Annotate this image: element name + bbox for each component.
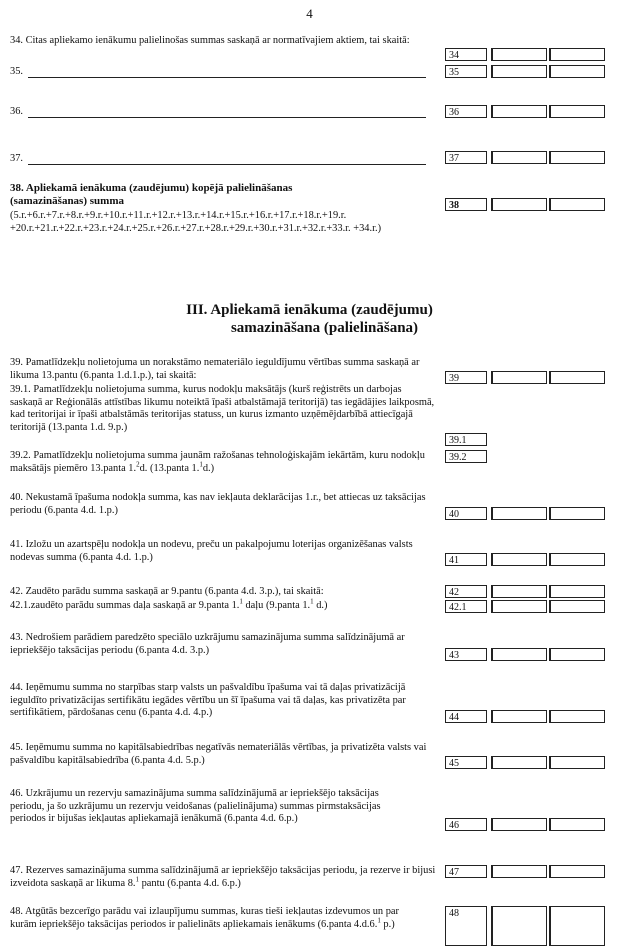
value-field[interactable] <box>549 756 605 769</box>
item-47-part-a: 47. Rezerves samazinājuma summa salīdzinājumā ar iepriekšējo taksācijas periodu, ja rezerve ir bijusi izveidota saskaņā ar likuma 8. <box>10 865 436 889</box>
value-field[interactable] <box>549 507 605 520</box>
value-field[interactable] <box>491 553 547 566</box>
value-field[interactable] <box>491 648 547 661</box>
row-code: 43 <box>445 648 487 661</box>
superscript: 1 <box>377 916 381 925</box>
item-36-blank-line[interactable] <box>28 117 426 118</box>
item-35-text: 35. <box>10 66 23 77</box>
value-field[interactable] <box>491 865 547 878</box>
value-field[interactable] <box>549 600 605 613</box>
item-41-text: 41. Izložu un azartspēļu nodokļa un nodevu, preču un pakalpojumu loterijas organizēšanas valsts nodevas summa (6.panta 4.d. 1.p.) <box>10 539 413 563</box>
value-field[interactable] <box>491 371 547 384</box>
value-field[interactable] <box>491 756 547 769</box>
item-34-text: 34. Citas apliekamo ienākumu palielinošas summas saskaņā ar normatīvajiem aktiem, tai skaitā: <box>10 35 410 46</box>
row-code: 39 <box>445 371 487 384</box>
row-35-boxes <box>445 65 605 79</box>
item-43-text: 43. Nedrošiem parādiem paredzēto speciālo uzkrājumu samazinājuma summa salīdzinājumā ar iepriekšējo taksācijas periodu (6.panta 4.d. 3.p.) <box>10 632 405 656</box>
row-41-boxes <box>445 553 605 567</box>
item-39-text: 39. Pamatlīdzekļu nolietojuma un norakstāmo nemateriālo ieguldījumu vērtības summa saskaņā ar likuma 13.pantu (6.panta 1.d.1.p.), tai skaitā: <box>10 357 420 381</box>
row-46-boxes <box>445 818 605 832</box>
row-47-boxes <box>445 865 605 879</box>
item-35-blank-line[interactable] <box>28 77 426 78</box>
row-45-boxes <box>445 756 605 770</box>
value-field[interactable] <box>491 906 547 946</box>
value-field[interactable] <box>549 648 605 661</box>
row-44-boxes <box>445 710 605 724</box>
item-48-part-a: 48. Atgūtās bezcerīgo parādu vai izlaupījumu summas, kuras tieši iekļautas izdevumos un par kurām iepriekšējo taksācijas periodos ir palielināts apliekamais ienākums (6.panta 4.d.6. <box>10 906 399 930</box>
row-40-boxes <box>445 507 605 521</box>
value-field[interactable] <box>549 585 605 598</box>
value-field[interactable] <box>549 151 605 164</box>
item-36-text: 36. <box>10 106 23 117</box>
row-code: 42.1 <box>445 600 487 613</box>
section-3-title-line2: samazināšana (palielināšana) <box>230 320 419 336</box>
item-42-text: 42. Zaudēto parādu summa saskaņā ar 9.pantu (6.panta 4.d. 3.p.), tai skaitā: <box>10 586 324 597</box>
row-43-boxes <box>445 648 605 662</box>
row-48-boxes <box>445 906 605 946</box>
superscript: 1 <box>310 597 314 606</box>
value-field[interactable] <box>491 710 547 723</box>
superscript: 1 <box>239 597 243 606</box>
item-45-text: 45. Ieņēmumu summa no kapitālsabiedrības negatīvās nemateriālās vērtības, ja privatizēta valsts vai pašvaldību kapitālsabiedrība (6.panta 4.d. 5.p.) <box>10 742 427 766</box>
value-field[interactable] <box>549 371 605 384</box>
value-field[interactable] <box>549 865 605 878</box>
row-code: 35 <box>445 65 487 78</box>
item-39-2-part-c: d.) <box>202 462 215 474</box>
row-39-1-boxes <box>445 433 487 447</box>
superscript: 1 <box>135 875 140 884</box>
value-field[interactable] <box>549 553 605 566</box>
row-code: 38 <box>445 198 487 211</box>
value-field[interactable] <box>549 818 605 831</box>
row-42-1-boxes <box>445 600 605 614</box>
value-field[interactable] <box>549 198 605 211</box>
value-field[interactable] <box>491 105 547 118</box>
value-field[interactable] <box>491 65 547 78</box>
value-field[interactable] <box>549 48 605 61</box>
value-field[interactable] <box>491 48 547 61</box>
value-field[interactable] <box>549 65 605 78</box>
row-37-boxes <box>445 151 605 165</box>
row-code: 44 <box>445 710 487 723</box>
item-39-2-part-a: 39.2. Pamatlīdzekļu nolietojuma summa jaunām ražošanas tehnoloģiskajām iekārtām, kuru nodokļu maksātājs piemēro 13.panta 1. <box>10 450 425 474</box>
row-code: 45 <box>445 756 487 769</box>
value-field[interactable] <box>491 585 547 598</box>
item-47-part-b: pantu (6.panta 4.d. 6.p.) <box>139 877 241 889</box>
item-47-text <box>10 865 440 890</box>
value-field[interactable] <box>549 710 605 723</box>
row-code: 42 <box>445 585 487 598</box>
row-38-boxes <box>445 198 605 212</box>
item-37-text: 37. <box>10 153 23 164</box>
item-42-1-part-b: daļu (9.panta 1. <box>242 600 311 611</box>
value-field[interactable] <box>491 818 547 831</box>
item-42-1-part-a: 42.1.zaudēto parādu summas daļa saskaņā ar 9.panta 1. <box>10 600 240 611</box>
row-42-boxes <box>445 585 605 599</box>
row-code: 40 <box>445 507 487 520</box>
item-38-title: 38. Apliekamā ienākuma (zaudējumu) kopējā palielināšanas (samazināšanas) summa <box>10 182 293 207</box>
value-field[interactable] <box>491 507 547 520</box>
row-code: 47 <box>445 865 487 878</box>
item-48-text <box>10 906 420 931</box>
row-code: 36 <box>445 105 487 118</box>
item-42-1-text <box>10 597 435 613</box>
value-field[interactable] <box>549 105 605 118</box>
page-number: 4 <box>306 6 313 21</box>
row-39-2-boxes <box>445 450 487 464</box>
item-39-1-text: 39.1. Pamatlīdzekļu nolietojuma summa, kurus nodokļu maksātājs (kurš reģistrēts un darbojas saskaņā ar Reģionālās attīstības likumu noteiktā īpaši atbalstāmajā teritorijā) tas iegādājies laikposmā, kad teritorijai ir īpaši atbalstāmās teritorijas statuss, un kurus izmanto uzņēmējdarbībā attiecīgajā teritorijā (13.panta 1.d. 9.p.) <box>10 384 435 433</box>
value-field[interactable] <box>549 906 605 946</box>
row-code: 48 <box>445 906 487 946</box>
row-36-boxes <box>445 105 605 119</box>
superscript: 2 <box>136 460 140 469</box>
item-42-1-part-c: d.) <box>313 600 328 611</box>
row-39-boxes <box>445 371 605 385</box>
item-39-2-part-b: d. (13.panta 1. <box>139 462 200 474</box>
value-field[interactable] <box>491 151 547 164</box>
item-39-2-text <box>10 450 435 475</box>
row-code: 39.1 <box>445 433 487 446</box>
row-code: 34 <box>445 48 487 61</box>
item-38-formula: (5.r.+6.r.+7.r.+8.r.+9.r.+10.r.+11.r.+12.r.+13.r.+14.r.+15.r.+16.r.+17.r.+18.r.+19.r. +20.r.+21.r.+22.r.+23.r.+24.r.+25.r.+26.r.+27.r.+28.r.+29.r.+30.r.+31.r.+32.r.+33.r. +34.r.) <box>10 210 382 234</box>
row-code: 41 <box>445 553 487 566</box>
value-field[interactable] <box>491 600 547 613</box>
item-48-part-b: p.) <box>380 918 395 930</box>
row-code: 39.2 <box>445 450 487 463</box>
value-field[interactable] <box>491 198 547 211</box>
item-44-text: 44. Ieņēmumu summa no starpības starp valsts un pašvaldību īpašuma vai tā daļas privatizācijā ieguldīto privatizācijas sertifikātu iegādes vērtību un šī īpašuma vai tā daļas, kas privatizēta par sertifikātiem, pārdošanas cenu (6.panta 4.d. 4.p.) <box>10 682 406 719</box>
superscript: 1 <box>199 460 203 469</box>
row-code: 46 <box>445 818 487 831</box>
item-40-text: 40. Nekustamā īpašuma nodokļa summa, kas nav iekļauta deklarācijas 1.r., bet attiecas uz taksācijas periodu (6.panta 4.d. 1.p.) <box>10 492 426 516</box>
row-34-boxes <box>445 48 605 62</box>
row-code: 37 <box>445 151 487 164</box>
section-3-title-line1: III. Apliekamā ienākuma (zaudējumu) <box>186 302 433 318</box>
item-46-text: 46. Uzkrājumu un rezervju samazinājuma summa salīdzinājumā ar iepriekšējo taksācijas periodu, ja šo uzkrājumu un rezervju veidošanas (palielinājuma) summas pirmstaksācijas periodos ir bijušas iekļautas apliekamajā ienākumā (6.panta 4.d. 6.p.) <box>10 788 381 825</box>
item-37-blank-line[interactable] <box>28 164 426 165</box>
